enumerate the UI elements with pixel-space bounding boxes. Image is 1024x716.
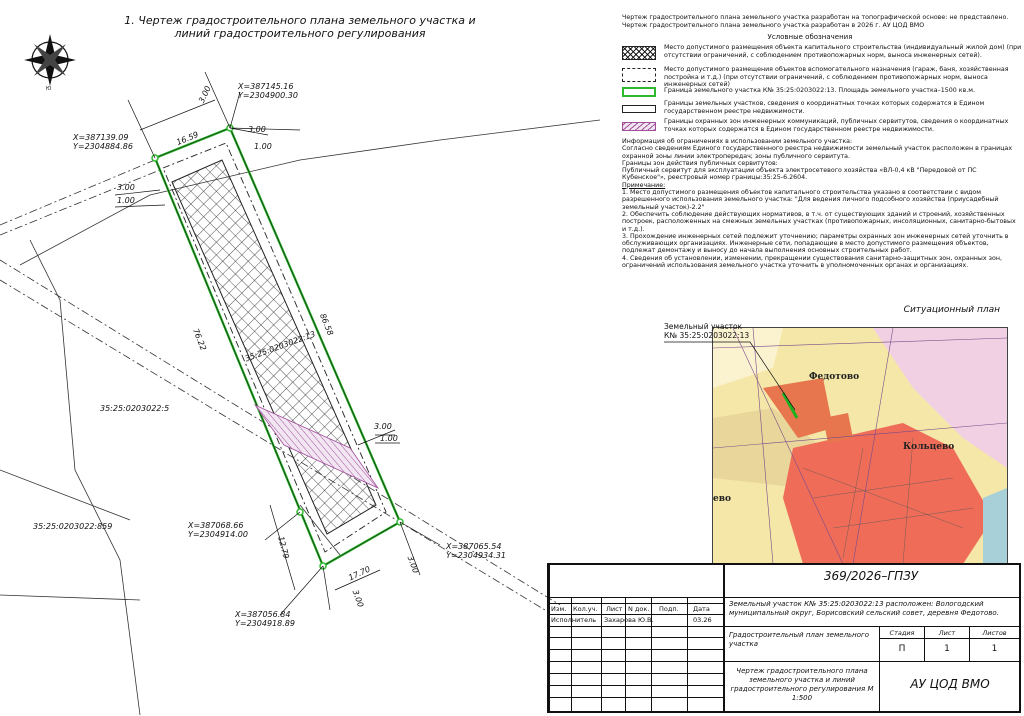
col-data: Дата xyxy=(693,605,710,613)
north-arrow-icon xyxy=(24,34,76,86)
sheets-label: Листов xyxy=(982,629,1007,637)
cadastral-main: 35:25:0203022:13 xyxy=(243,329,317,364)
organization: АУ ЦОД ВМО xyxy=(910,677,990,691)
legend-item: Место допустимого размещения объекта капитального строительства (индивидуальный жилой дом) (при отсутствии ограничений, с соблюдением противопожарных норм, выноса инженерных сетей). xyxy=(622,44,1012,66)
legend-item: Границы охранных зон инженерных коммуникаций, публичных сервитутов, сведения о координатных точках которых содержатся в Едином государственном реестре недвижимости. xyxy=(622,118,1012,136)
dim-label: 3.00 xyxy=(248,125,266,134)
village-fedotovo: Федотово xyxy=(809,372,860,382)
coord-point-3: X=387068.66 Y=2304914.00 xyxy=(188,521,248,539)
drawing-title xyxy=(60,14,540,40)
document-code: 369/2026–ГПЗУ xyxy=(823,569,919,583)
stage-value: П xyxy=(898,644,906,654)
executor-name: Захарова Ю.В. xyxy=(604,616,654,624)
dim-label: 16.59 xyxy=(175,130,200,147)
legend-item: Граница земельного участка К№ 35:25:0203022:13. Площадь земельного участка–1500 кв.м. xyxy=(622,84,1012,100)
situation-leader xyxy=(660,340,800,420)
crosshatch-symbol xyxy=(622,46,656,60)
dim-label: 3.00 xyxy=(117,183,135,192)
col-podp: Подп. xyxy=(659,605,679,613)
dim-label: 12.79 xyxy=(276,535,291,560)
sheet-label: Лист xyxy=(938,629,956,637)
cadastral-left: 35:25:0203022:5 xyxy=(100,404,170,413)
col-kol: Кол.уч. xyxy=(573,605,598,613)
drawing-title-line2: линий градостроительного регулирования xyxy=(174,27,426,40)
title-block xyxy=(547,563,1021,713)
dim-label: 3.00 xyxy=(405,554,421,575)
parcel-symbol xyxy=(622,87,656,97)
drawing-name: Чертеж градостроительного плана земельного участка и линий градостроительного регулирования М 1:500 xyxy=(730,667,874,702)
role-label: Исполнитель xyxy=(551,616,597,624)
legend-title: Условные обозначения xyxy=(767,33,853,41)
sheet-value: 1 xyxy=(944,644,950,654)
dim-label: 17.70 xyxy=(347,564,372,583)
dim-label: 1.00 xyxy=(254,142,272,151)
dim-label: 3.00 xyxy=(350,588,366,609)
col-izm: Изм. xyxy=(551,605,567,613)
village-koltsevo: Кольцево xyxy=(903,442,955,452)
cadastral-symbol xyxy=(622,105,656,113)
dim-label: 3.00 xyxy=(197,84,213,105)
servitude-symbol xyxy=(622,122,656,131)
col-list: Лист xyxy=(606,605,623,613)
stage-label: Стадия xyxy=(889,629,915,637)
col-ndok: N док. xyxy=(628,605,650,613)
cadastral-bottom-left: 35:25:0203022:859 xyxy=(33,522,113,531)
legend-item: Границы земельных участков, сведения о координатных точках которых содержатся в Едином государственном реестре недвижимости. xyxy=(622,100,1012,118)
coord-point-2: X=387139.09 Y=2304884.86 xyxy=(73,133,133,151)
date-value: 03.26 xyxy=(693,616,712,624)
legend-header: Чертеж градостроительного плана земельного участка разработан на топографической основе: не представлено. Чертеж градостроительного плана земельного участка разработан в 2026 г. АУ ЦОД ВМО xyxy=(622,14,1009,29)
document-name: Градостроительный план земельного участка xyxy=(729,631,869,648)
coord-point-5: X=387056.84 Y=2304918.89 xyxy=(235,610,295,628)
drawing-title-line1: 1. Чертеж градостроительного плана земельного участка и xyxy=(124,14,476,27)
dim-label: 1.00 xyxy=(380,434,398,443)
dim-label: 1.00 xyxy=(117,196,135,205)
sheets-value: 1 xyxy=(991,644,998,654)
coord-point-4: X=387065.54 Y=2304934.31 xyxy=(446,542,506,560)
notes-block: Информация об ограничениях в использовании земельного участка: Согласно сведениям Единого государственного реестра недвижимости земельный участок расположен в границах охранной зоны линии электропередач; зоны публичного сервитута. Границы зон действия публичных сервитутов: Публичный сервитут для эксплуатации объекта электросетевого хозяйства «ВЛ-0,4 кВ "Передовой от ПС Кубенское"», реестровый номер границы:35:25-6.2604. Примечание: 1. Место допустимого размещения объектов капитального строительства указано в соответствии с видом разрешенного использования земельного участка: "Для ведения личного подсобного хозяйства (приусадебный земельный участок)-2.2" 2. Обеспечить соблюдение действующих нормативов, в т.ч. от существующих зданий и строений, хозяйственных построек, расположенных на смежных земельных участках (противопожарных, инсоляционных, санитарно-бытовых и т.д.). 3. Прохождение инженерных сетей подлежит уточнению; параметры охранных зон инженерных сетей уточнить в обслуживающих организациях. Инженерные сети, попадающие в место допустимого размещения объектов, подлежат демонтажу и выносу до начала выполнения основных строительных работ. 4. Сведения об установлении, изменении, прекращении существования санитарно-защитных зон, охранных зон, ограничений использования земельного участка уточнить в уполномоченных органах и организациях. xyxy=(622,138,1016,270)
dim-label: 76.22 xyxy=(190,327,208,352)
village-partial: ево xyxy=(713,494,731,504)
coord-point-1: X=387145.16 Y=2304900.30 xyxy=(238,82,298,100)
parcel-address: Земельный участок К№ 35:25:0203022:13 расположен: Вологодский муниципальный округ, Борисовский сельский совет, деревня Федотово. xyxy=(729,600,999,617)
setback-symbol xyxy=(622,68,656,82)
legend-item: Место допустимого размещения объектов вспомогательного назначения (гараж, баня, хозяйственная постройка и т.д.) (при отсутствии ограничений, с соблюдением противопожарных норм, выноса инженерных сетей) xyxy=(622,66,1012,84)
compass-label: Ю xyxy=(46,86,52,92)
dim-label: 3.00 xyxy=(374,422,392,431)
situation-parcel-label: Земельный участок К№ 35:25:0203022:13 xyxy=(664,322,750,340)
dim-label: 86.58 xyxy=(317,312,335,337)
situation-plan-title: Ситуационный план xyxy=(903,305,1000,315)
